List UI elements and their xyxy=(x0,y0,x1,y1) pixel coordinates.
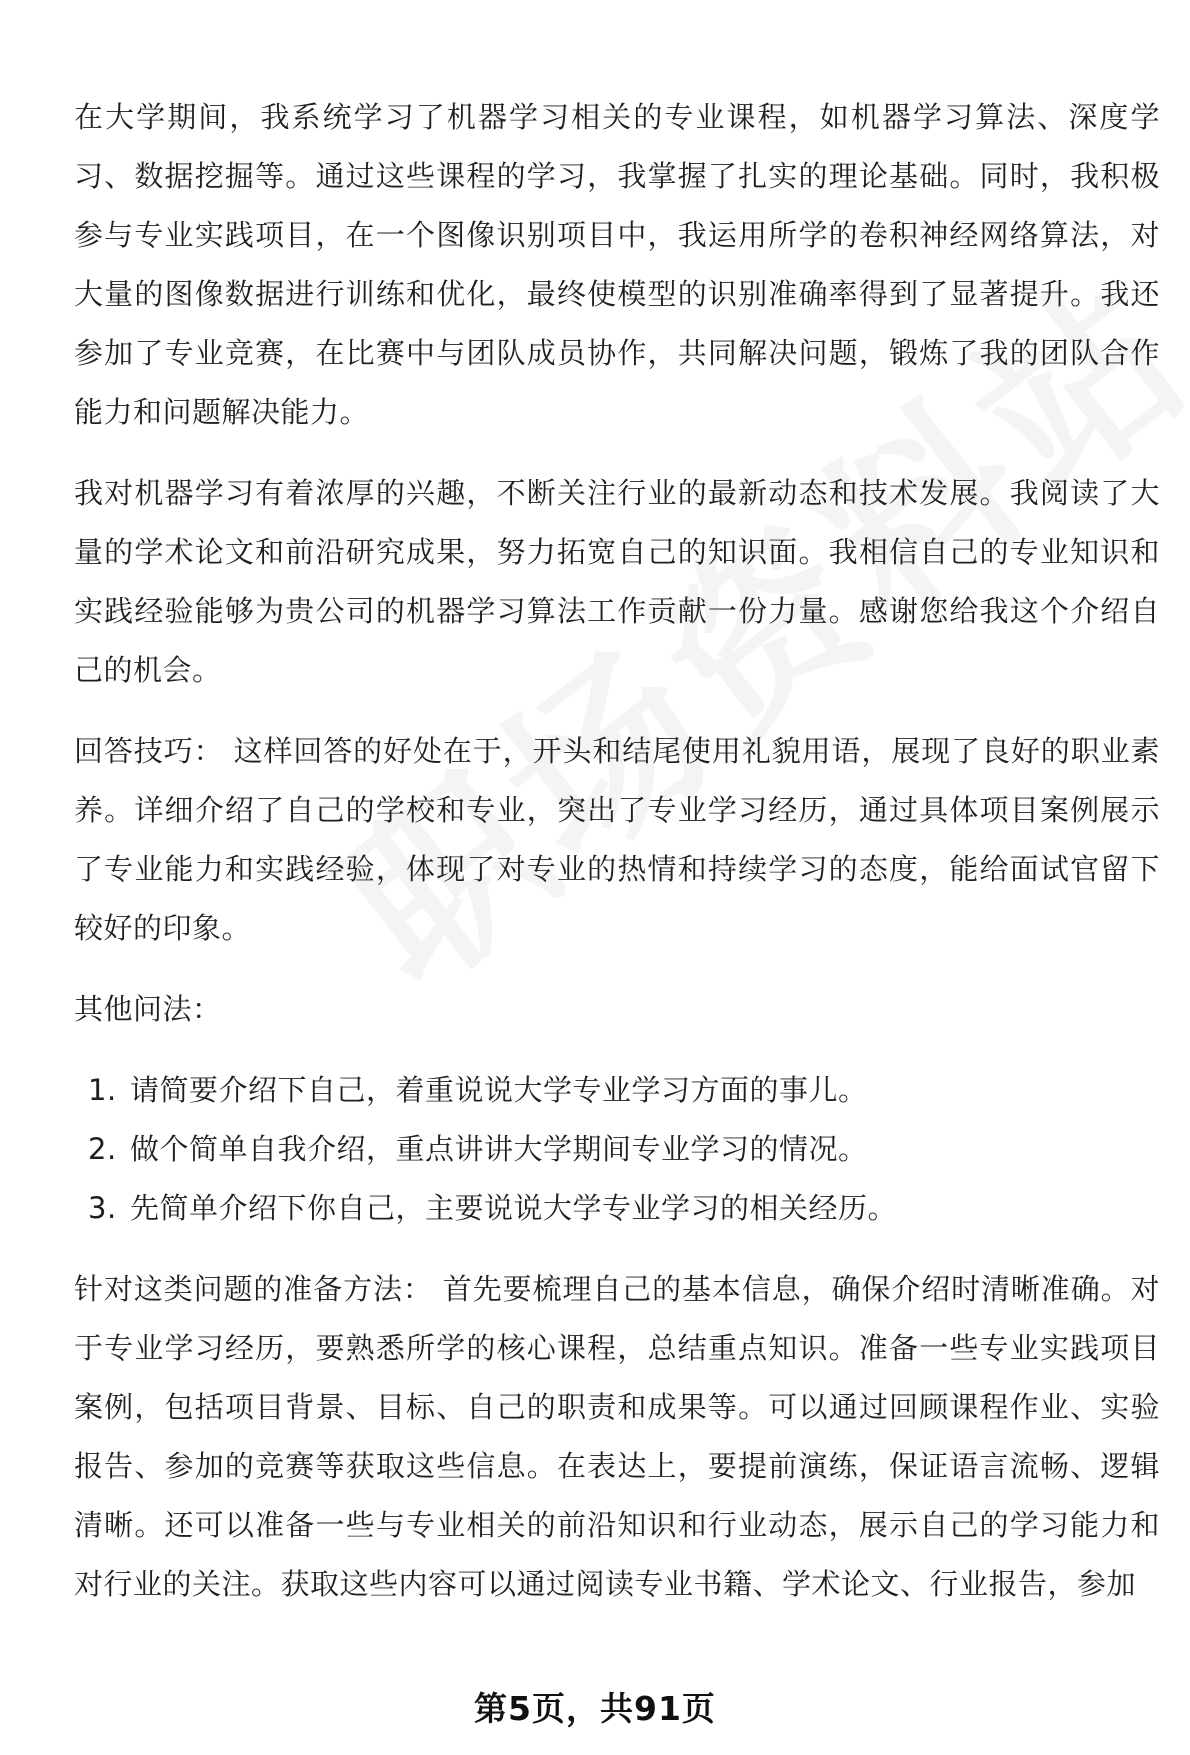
list-item-number: 2. xyxy=(88,1132,117,1166)
list-item-number: 3. xyxy=(88,1191,117,1225)
list-item xyxy=(74,1179,1160,1238)
list-item-text: 做个简单自我介绍，重点讲讲大学期间专业学习的情况。 xyxy=(130,1132,868,1166)
list-item-text: 请简要介绍下自己，着重说说大学专业学习方面的事儿。 xyxy=(130,1073,868,1107)
paragraph-other-questions-heading: 其他问法： xyxy=(74,992,222,1026)
document-body xyxy=(74,88,1160,1614)
list-item xyxy=(74,1061,1160,1120)
other-questions-list xyxy=(74,1061,1160,1238)
list-item xyxy=(74,1120,1160,1179)
paragraph-study-experience: 在大学期间，我系统学习了机器学习相关的专业课程，如机器学习算法、深度学习、数据挖掘等。通过这些课程的学习，我掌握了扎实的理论基础。同时，我积极参与专业实践项目，在一个图像识别项目中，我运用所学的卷积神经网络算法，对大量的图像数据进行训练和优化，最终使模型的识别准确率得到了显著提升。我还参加了专业竞赛，在比赛中与团队成员协作，共同解决问题，锻炼了我的团队合作能力和问题解决能力。 xyxy=(74,100,1160,429)
list-item-number: 1. xyxy=(88,1073,117,1107)
paragraph-preparation-method: 针对这类问题的准备方法： 首先要梳理自己的基本信息，确保介绍时清晰准确。对于专业学习经历，要熟悉所学的核心课程，总结重点知识。准备一些专业实践项目案例，包括项目背景、目标、自己的职责和成果等。可以通过回顾课程作业、实验报告、参加的竞赛等获取这些信息。在表达上，要提前演练，保证语言流畅、逻辑清晰。还可以准备一些与专业相关的前沿知识和行业动态，展示自己的学习能力和对行业的关注。获取这些内容可以通过阅读专业书籍、学术论文、行业报告，参加 xyxy=(74,1272,1160,1601)
list-item-text: 先简单介绍下你自己，主要说说大学专业学习的相关经历。 xyxy=(130,1191,898,1225)
page-number-footer: 第5页，共91页 xyxy=(474,1689,716,1728)
paragraph-interest: 我对机器学习有着浓厚的兴趣，不断关注行业的最新动态和技术发展。我阅读了大量的学术论文和前沿研究成果，努力拓宽自己的知识面。我相信自己的专业知识和实践经验能够为贵公司的机器学习算法工作贡献一份力量。感谢您给我这个介绍自己的机会。 xyxy=(74,476,1160,687)
paragraph-answer-tips: 回答技巧： 这样回答的好处在于，开头和结尾使用礼貌用语，展现了良好的职业素养。详细介绍了自己的学校和专业，突出了专业学习经历，通过具体项目案例展示了专业能力和实践经验，体现了对专业的热情和持续学习的态度，能给面试官留下较好的印象。 xyxy=(74,734,1160,945)
